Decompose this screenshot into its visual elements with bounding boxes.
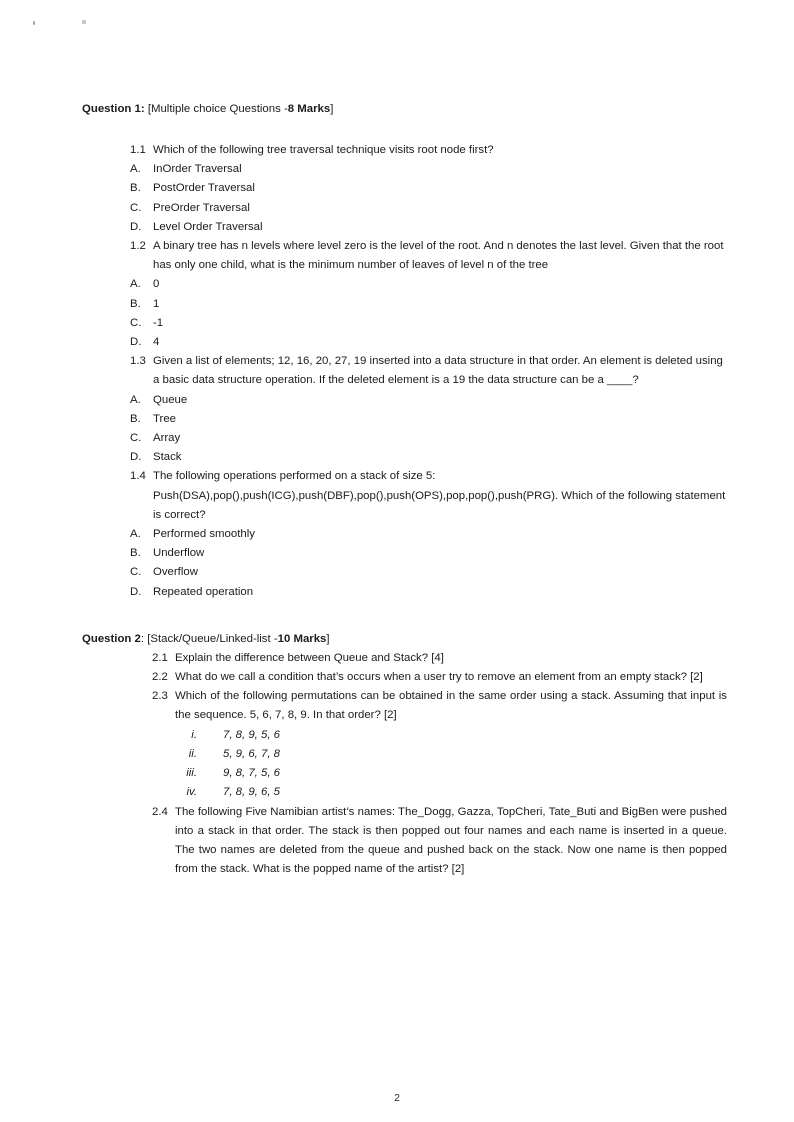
roman-option-text: 7, 8, 9, 5, 6 (223, 728, 280, 741)
question-2-heading (82, 630, 727, 649)
roman-numeral: i. (191, 728, 197, 741)
item-text: Which of the following permutations can be obtained in the same order using a stack. Assuming that input is the sequence. 5, 6, 7, 8, 9. In that order? [2] (175, 690, 727, 722)
roman-numeral: iii. (186, 767, 197, 780)
option-row[interactable] (82, 295, 727, 314)
item-number: 2.4 (152, 805, 168, 818)
question-item (82, 803, 727, 880)
option-row[interactable] (82, 583, 727, 602)
question-1-label: Question 1: (82, 103, 145, 115)
roman-option-row[interactable] (82, 783, 727, 802)
option-letter: D. (130, 220, 142, 233)
option-text: -1 (153, 316, 164, 329)
option-letter: B. (130, 297, 141, 310)
option-letter: A. (130, 528, 141, 541)
question-2-title-prefix: : [Stack/Queue/Linked-list - (140, 632, 278, 645)
question-item (82, 668, 727, 687)
scan-artifact-speck (33, 21, 35, 25)
item-number: 1.4 (130, 470, 146, 483)
question-2-items (82, 649, 727, 879)
question-item (82, 687, 727, 725)
option-letter: A. (130, 393, 141, 406)
question-1-items (82, 141, 727, 602)
option-text: Array (153, 432, 181, 445)
option-text: Stack (153, 451, 182, 464)
option-letter: C. (130, 566, 142, 579)
option-letter: C. (130, 201, 142, 214)
roman-option-row[interactable] (82, 745, 727, 764)
option-letter: B. (130, 182, 141, 195)
option-row[interactable] (82, 448, 727, 467)
option-row[interactable] (82, 391, 727, 410)
item-number: 1.1 (130, 144, 146, 156)
page-content (82, 100, 727, 879)
option-row[interactable] (82, 333, 727, 352)
question-2-3-roman-options (82, 726, 727, 803)
option-letter: C. (130, 432, 142, 445)
item-number: 2.3 (152, 690, 168, 703)
page-number: 2 (394, 1092, 400, 1104)
option-row[interactable] (82, 314, 727, 333)
question-item (82, 467, 727, 525)
option-row[interactable] (82, 544, 727, 563)
option-row[interactable] (82, 275, 727, 294)
roman-option-row[interactable] (82, 764, 727, 783)
option-row[interactable] (82, 179, 727, 198)
question-1-heading (82, 100, 727, 119)
option-text: 4 (153, 336, 160, 349)
option-text: InOrder Traversal (153, 163, 242, 176)
option-letter: B. (130, 547, 141, 560)
option-text: Repeated operation (153, 585, 254, 598)
question-2-marks: 10 Marks (277, 632, 327, 645)
option-row[interactable] (82, 410, 727, 429)
option-row[interactable] (82, 429, 727, 448)
option-text: Tree (153, 412, 176, 425)
item-text: Given a list of elements; 12, 16, 20, 27, 19 inserted into a data structure in that order. An element is deleted using a basic data structure operation. If the deleted element is a 19 the data structure can be a ____? (153, 355, 723, 387)
option-row[interactable] (82, 563, 727, 582)
question-2-label: Question 2 (82, 632, 141, 645)
item-text: Which of the following tree traversal technique visits root node first? (153, 144, 494, 156)
roman-option-text: 5, 9, 6, 7, 8 (223, 747, 280, 760)
option-letter: C. (130, 316, 142, 329)
option-letter: D. (130, 336, 142, 349)
option-text: 1 (153, 297, 160, 310)
item-number: 2.1 (152, 651, 168, 664)
option-text: Level Order Traversal (153, 220, 263, 233)
option-text: Performed smoothly (153, 528, 255, 541)
question-item (82, 352, 727, 390)
item-number: 2.2 (152, 671, 168, 684)
option-row[interactable] (82, 160, 727, 179)
scan-artifact-speck (82, 20, 86, 24)
option-letter: D. (130, 585, 142, 598)
option-letter: D. (130, 451, 142, 464)
item-text: Explain the difference between Queue and Stack? [4] (175, 651, 444, 664)
roman-option-text: 7, 8, 9, 6, 5 (223, 786, 280, 799)
roman-numeral: ii. (188, 747, 197, 760)
roman-numeral: iv. (186, 786, 197, 799)
roman-option-row[interactable] (82, 726, 727, 745)
option-letter: A. (130, 163, 141, 176)
option-text: Overflow (153, 566, 198, 579)
option-text: Queue (153, 393, 188, 406)
item-number: 1.3 (130, 355, 146, 368)
question-item (82, 649, 727, 668)
option-text: 0 (153, 278, 160, 291)
option-row[interactable] (82, 199, 727, 218)
option-row[interactable] (82, 525, 727, 544)
option-row[interactable] (82, 218, 727, 237)
question-item (82, 237, 727, 275)
question-1-title-suffix: ] (330, 103, 334, 115)
option-text: PreOrder Traversal (153, 201, 250, 214)
option-text: PostOrder Traversal (153, 182, 255, 195)
item-text: The following Five Namibian artist’s names: The_Dogg, Gazza, TopCheri, Tate_Buti and BigBen were pushed into a stack in that order. The stack is then popped out four names and each name is inserted in a queue. The two names are deleted from the queue and pushed back on the stack. Now one name is then popped from the stack. What is the popped name of the artist? [2] (175, 805, 727, 876)
option-text: Underflow (153, 547, 205, 560)
item-number: 1.2 (130, 240, 146, 253)
roman-option-text: 9, 8, 7, 5, 6 (223, 767, 280, 780)
question-item (82, 141, 727, 160)
option-letter: A. (130, 278, 141, 291)
question-1-title-prefix: [Multiple choice Questions - (144, 103, 288, 115)
section-spacer (82, 602, 727, 630)
question-1-marks: 8 Marks (287, 103, 331, 115)
option-letter: B. (130, 412, 141, 425)
question-2-title-suffix: ] (326, 632, 330, 645)
item-text: The following operations performed on a stack of size 5: Push(DSA),pop(),push(ICG),push(DBF),pop(),push(OPS),pop,pop(),push(PRG). Which of the following statement is correct? (153, 470, 726, 521)
item-text: What do we call a condition that’s occurs when a user try to remove an element from an empty stack? [2] (175, 671, 703, 684)
item-text: A binary tree has n levels where level zero is the level of the root. And n denotes the last level. Given that the root has only one child, what is the minimum number of leaves of level n of the tree (153, 240, 724, 272)
